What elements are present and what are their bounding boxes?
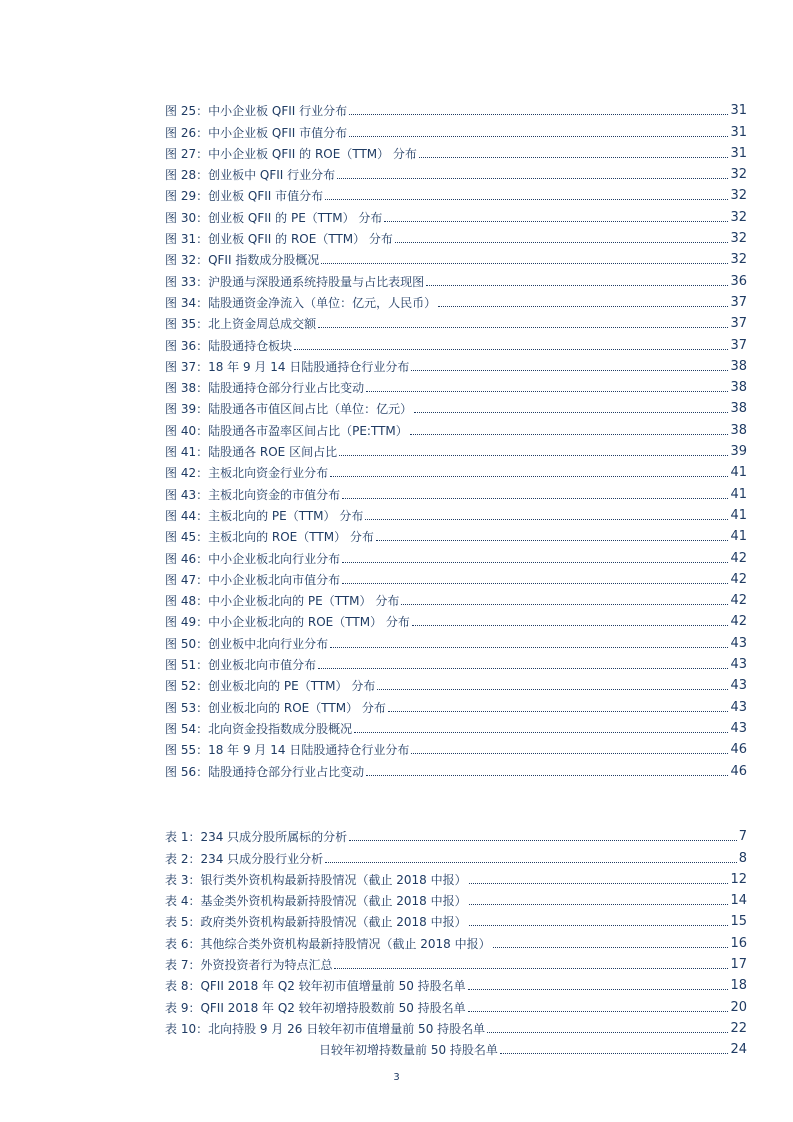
figure-entry-label: 图 46：中小企业板北向行业分布 [165, 551, 341, 566]
figure-entry-label: 图 28：创业板中 QFII 行业分布 [165, 168, 336, 183]
dot-leader [469, 904, 729, 905]
dot-leader [426, 285, 728, 286]
table-entry[interactable] [165, 929, 747, 950]
figure-entry-page: 43 [730, 635, 747, 651]
figure-entry[interactable] [165, 246, 747, 267]
dot-leader [411, 370, 728, 371]
figure-entry[interactable] [165, 629, 747, 650]
figure-entry[interactable] [165, 480, 747, 501]
figure-entry-page: 32 [730, 252, 747, 268]
dot-leader [468, 989, 729, 990]
figure-entry[interactable] [165, 693, 747, 714]
figure-entry-label: 图 30：创业板 QFII 的 PE（TTM） 分布 [165, 210, 383, 225]
figure-entry-label: 图 33：沪股通与深股通系统持股量与占比表现图 [165, 274, 425, 289]
figure-entry[interactable] [165, 140, 747, 161]
figure-entry-label: 图 53：创业板北向的 ROE（TTM） 分布 [165, 700, 386, 715]
table-entry-label: 日较年初增持数量前 50 持股名单 [319, 1043, 498, 1058]
dot-leader [414, 412, 728, 413]
dot-leader [365, 519, 728, 520]
dot-leader [493, 947, 729, 948]
figure-entry[interactable] [165, 544, 747, 565]
figure-entry[interactable] [165, 182, 747, 203]
figure-entry[interactable] [165, 310, 747, 331]
table-entry[interactable] [165, 908, 747, 929]
dot-leader [411, 753, 728, 754]
figure-entry-label: 图 25：中小企业板 QFII 行业分布 [165, 104, 348, 119]
dot-leader [325, 862, 737, 863]
figure-entry[interactable] [165, 757, 747, 778]
dot-leader [337, 178, 728, 179]
figure-entry[interactable] [165, 331, 747, 352]
dot-leader [349, 840, 737, 841]
table-entry[interactable] [165, 866, 747, 887]
dot-leader [500, 1053, 729, 1054]
figure-entry-label: 图 48：中小企业板北向的 PE（TTM） 分布 [165, 594, 400, 609]
dot-leader [354, 732, 728, 733]
figure-entry-page: 46 [730, 742, 747, 758]
figure-entry-page: 41 [730, 486, 747, 502]
dot-leader [377, 689, 728, 690]
figure-entry-label: 图 45：主板北向的 ROE（TTM） 分布 [165, 530, 374, 545]
dot-leader [334, 968, 728, 969]
figure-entry[interactable] [165, 118, 747, 139]
figure-entry[interactable] [165, 97, 747, 118]
dot-leader [342, 498, 728, 499]
figure-entry-label: 图 40：陆股通各市盈率区间占比（PE:TTM） [165, 423, 408, 438]
dot-leader [342, 562, 728, 563]
figure-entry-label: 图 36：陆股通持仓板块 [165, 338, 293, 353]
dot-leader [330, 647, 728, 648]
figure-entry-label: 图 55：18 年 9 月 14 日陆股通持仓行业分布 [165, 743, 410, 758]
figure-entry-page: 42 [730, 571, 747, 587]
figure-entry[interactable] [165, 715, 747, 736]
table-entry-label: 表 4：基金类外资机构最新持股情况（截止 2018 中报） [165, 894, 467, 909]
figure-entry-label: 图 32：QFII 指数成分股概况 [165, 253, 320, 268]
figure-entry-label: 图 37：18 年 9 月 14 日陆股通持仓行业分布 [165, 359, 410, 374]
table-entry-page: 22 [730, 1020, 747, 1036]
table-entry-label: 表 2：234 只成分股行业分析 [165, 851, 324, 866]
figure-entry-page: 32 [730, 167, 747, 183]
dot-leader [325, 199, 728, 200]
table-entry-page: 18 [730, 978, 747, 994]
figure-entry-page: 43 [730, 657, 747, 673]
figure-entry-label: 图 54：北向资金投指数成分股概况 [165, 721, 353, 736]
table-entry-label: 表 8：QFII 2018 年 Q2 较年初市值增量前 50 持股名单 [165, 979, 466, 994]
table-entry-page: 15 [730, 914, 747, 930]
figure-entry-page: 32 [730, 231, 747, 247]
table-entry-page: 12 [730, 871, 747, 887]
figure-entry-page: 42 [730, 614, 747, 630]
figure-entry[interactable] [165, 736, 747, 757]
dot-leader [342, 583, 728, 584]
figure-entry[interactable] [165, 267, 747, 288]
dot-leader [349, 136, 728, 137]
table-entry-page: 16 [730, 935, 747, 951]
figure-entry-page: 43 [730, 699, 747, 715]
dot-leader [401, 604, 728, 605]
figure-entry[interactable] [165, 203, 747, 224]
figure-entry-page: 41 [730, 465, 747, 481]
figure-entry-page: 32 [730, 209, 747, 225]
dot-leader [469, 883, 729, 884]
table-entry[interactable] [165, 972, 747, 993]
page-number: 3 [393, 1072, 400, 1083]
figure-entry-page: 38 [730, 358, 747, 374]
figure-entry-label: 图 38：陆股通持仓部分行业占比变动 [165, 381, 365, 396]
dot-leader [339, 455, 728, 456]
figure-entry-page: 42 [730, 593, 747, 609]
table-entry-page: 8 [738, 850, 747, 866]
figure-entry-label: 图 41：陆股通各 ROE 区间占比 [165, 445, 338, 460]
dot-leader [321, 263, 728, 264]
dot-leader [366, 775, 728, 776]
table-list [165, 823, 747, 1057]
table-entry-label: 表 1：234 只成分股所属标的分析 [165, 830, 348, 845]
dot-leader [419, 157, 729, 158]
table-entry-page: 7 [738, 829, 747, 845]
figure-entry-label: 图 34：陆股通资金净流入（单位：亿元，人民币） [165, 295, 437, 310]
table-entry-label: 表 5：政府类外资机构最新持股情况（截止 2018 中报） [165, 915, 467, 930]
figure-entry-page: 31 [730, 124, 747, 140]
dot-leader [318, 327, 728, 328]
figure-entry[interactable] [165, 608, 747, 629]
figure-entry-page: 31 [730, 103, 747, 119]
dot-leader [468, 1011, 729, 1012]
dot-leader [318, 668, 728, 669]
figure-entry-label: 图 49：中小企业板北向的 ROE（TTM） 分布 [165, 615, 410, 630]
figure-entry-label: 图 42：主板北向资金行业分布 [165, 466, 329, 481]
figure-list [165, 97, 747, 779]
figure-entry[interactable] [165, 502, 747, 523]
figure-entry-label: 图 35：北上资金周总成交额 [165, 317, 317, 332]
figure-entry[interactable] [165, 289, 747, 310]
figure-entry-label: 图 27：中小企业板 QFII 的 ROE（TTM） 分布 [165, 146, 417, 161]
figure-entry[interactable] [165, 353, 747, 374]
table-entry[interactable] [165, 1036, 747, 1057]
figure-entry[interactable] [165, 651, 747, 672]
figure-entry[interactable] [165, 374, 747, 395]
dot-leader [395, 242, 729, 243]
dot-leader [469, 925, 729, 926]
figure-entry-label: 图 39：陆股通各市值区间占比（单位：亿元） [165, 402, 413, 417]
figure-entry-label: 图 44：主板北向的 PE（TTM） 分布 [165, 508, 364, 523]
figure-entry[interactable] [165, 459, 747, 480]
dot-leader [384, 221, 728, 222]
figure-entry-page: 32 [730, 188, 747, 204]
figure-entry-page: 43 [730, 678, 747, 694]
dot-leader [376, 540, 729, 541]
table-entry-label: 表 9：QFII 2018 年 Q2 较年初增持股数前 50 持股名单 [165, 1000, 466, 1015]
dot-leader [410, 434, 729, 435]
table-entry[interactable] [165, 823, 747, 844]
figure-entry[interactable] [165, 672, 747, 693]
figure-entry-label: 图 43：主板北向资金的市值分布 [165, 487, 341, 502]
table-entry-label: 表 7：外资投资者行为特点汇总 [165, 958, 333, 973]
figure-entry[interactable] [165, 523, 747, 544]
figure-entry-label: 图 50：创业板中北向行业分布 [165, 636, 329, 651]
figure-entry-page: 43 [730, 720, 747, 736]
figure-entry-page: 37 [730, 316, 747, 332]
figure-entry-page: 39 [730, 444, 747, 460]
figure-entry-label: 图 31：创业板 QFII 的 ROE（TTM） 分布 [165, 232, 393, 247]
dot-leader [412, 625, 729, 626]
figure-entry-label: 图 26：中小企业板 QFII 市值分布 [165, 125, 348, 140]
figure-entry-label: 图 52：创业板北向的 PE（TTM） 分布 [165, 679, 376, 694]
figure-entry-label: 图 56：陆股通持仓部分行业占比变动 [165, 764, 365, 779]
figure-entry-page: 36 [730, 273, 747, 289]
figure-entry-label: 图 29：创业板 QFII 市值分布 [165, 189, 324, 204]
figure-entry[interactable] [165, 161, 747, 182]
figure-entry-page: 31 [730, 145, 747, 161]
figure-entry-page: 42 [730, 550, 747, 566]
figure-entry[interactable] [165, 225, 747, 246]
figure-entry[interactable] [165, 438, 747, 459]
figure-entry-page: 38 [730, 422, 747, 438]
table-entry-page: 24 [730, 1042, 747, 1058]
figure-entry-page: 37 [730, 337, 747, 353]
dot-leader [487, 1032, 728, 1033]
dot-leader [388, 711, 729, 712]
dot-leader [366, 391, 728, 392]
figure-entry-page: 41 [730, 507, 747, 523]
table-entry-label: 表 10：北向持股 9 月 26 日较年初市值增量前 50 持股名单 [165, 1021, 486, 1036]
table-entry[interactable] [165, 1015, 747, 1036]
table-entry-page: 17 [730, 957, 747, 973]
dot-leader [330, 476, 728, 477]
table-entry-page: 14 [730, 893, 747, 909]
figure-entry-page: 38 [730, 401, 747, 417]
figure-entry-page: 46 [730, 763, 747, 779]
table-entry-label: 表 3：银行类外资机构最新持股情况（截止 2018 中报） [165, 872, 467, 887]
figure-entry-page: 38 [730, 380, 747, 396]
table-entry-page: 20 [730, 999, 747, 1015]
dot-leader [438, 306, 728, 307]
figure-entry[interactable] [165, 395, 747, 416]
figure-entry-label: 图 47：中小企业板北向市值分布 [165, 572, 341, 587]
figure-entry[interactable] [165, 416, 747, 437]
table-entry[interactable] [165, 887, 747, 908]
figure-entry-page: 37 [730, 294, 747, 310]
figure-entry[interactable] [165, 566, 747, 587]
table-entry[interactable] [165, 951, 747, 972]
figure-entry-label: 图 51：创业板北向市值分布 [165, 658, 317, 673]
table-entry[interactable] [165, 993, 747, 1014]
figure-entry-page: 41 [730, 529, 747, 545]
dot-leader [349, 114, 728, 115]
table-entry-label: 表 6：其他综合类外资机构最新持股情况（截止 2018 中报） [165, 936, 491, 951]
table-entry[interactable] [165, 844, 747, 865]
dot-leader [294, 349, 728, 350]
figure-entry[interactable] [165, 587, 747, 608]
